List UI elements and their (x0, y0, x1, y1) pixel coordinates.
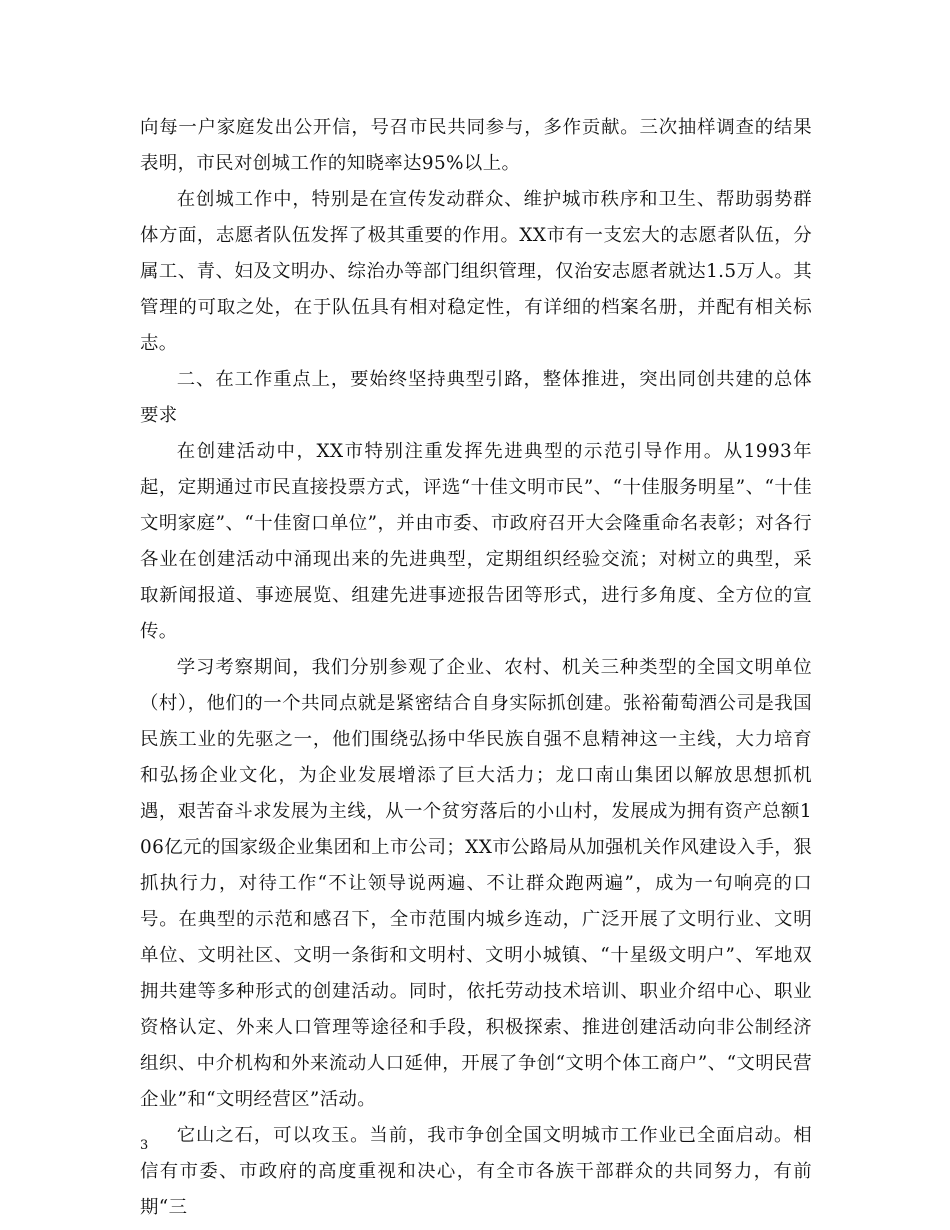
page-number: 3 (140, 1138, 149, 1153)
paragraph-1: 向每一户家庭发出公开信，号召市民共同参与，多作贡献。三次抽样调查的结果表明，市民对创城工作的知晓率达95%以上。 (140, 117, 812, 174)
paragraph-2: 在创城工作中，特别是在宣传发动群众、维护城市秩序和卫生、帮助弱势群体方面，志愿者队伍发挥了极其重要的作用。XX市有一支宏大的志愿者队伍，分属工、青、妇及文明办、综治办等部门组织管理，仅治安志愿者就达1.5万人。其管理的可取之处，在于队伍具有相对稳定性，有详细的档案名册，并配有相关标志。 (140, 189, 812, 354)
paragraph-4: 学习考察期间，我们分别参观了企业、农村、机关三种类型的全国文明单位（村），他们的一个共同点就是紧密结合自身实际抓创建。张裕葡萄酒公司是我国民族工业的先驱之一，他们围绕弘扬中华民族自强不息精神这一主线，大力培育和弘扬企业文化，为企业发展增添了巨大活力；龙口南山集团以解放思想抓机遇，艰苦奋斗求发展为主线，从一个贫穷落后的小山村，发展成为拥有资产总额106亿元的国家级企业集团和上市公司；XX市公路局从加强机关作风建设入手，狠抓执行力，对待工作“不让领导说两遍、不让群众跑两遍”，成为一句响亮的口号。在典型的示范和感召下，全市范围内城乡连动，广泛开展了文明行业、文明单位、文明社区、文明一条街和文明村、文明小城镇、“十星级文明户”、军地双拥共建等多种形式的创建活动。同时，依托劳动技术培训、职业介绍中心、职业资格认定、外来人口管理等途径和手段，积极探索、推进创建活动向非公制经济组织、中介机构和外来流动人口延伸，开展了争创“文明个体工商户”、“文明民营企业”和“文明经营区”活动。 (140, 657, 812, 1110)
paragraph-3: 在创建活动中，XX市特别注重发挥先进典型的示范引导作用。从1993年起，定期通过市民直接投票方式，评选“十佳文明市民”、“十佳服务明星”、“十佳文明家庭”、“十佳窗口单位”，并由市委、市政府召开大会隆重命名表彰；对各行各业在创建活动中涌现出来的先进典型，定期组织经验交流；对树立的典型，采取新闻报道、事迹展览、组建先进事迹报告团等形式，进行多角度、全方位的宣传。 (140, 441, 812, 642)
section-heading: 二、在工作重点上，要始终坚持典型引路，整体推进，突出同创共建的总体要求 (140, 369, 812, 426)
document-body (140, 110, 812, 1226)
paragraph-5: 它山之石，可以攻玉。当前，我市争创全国文明城市工作业已全面启动。相信有市委、市政府的高度重视和决心，有全市各族干部群众的共同努力，有前期“三 (140, 1125, 812, 1218)
